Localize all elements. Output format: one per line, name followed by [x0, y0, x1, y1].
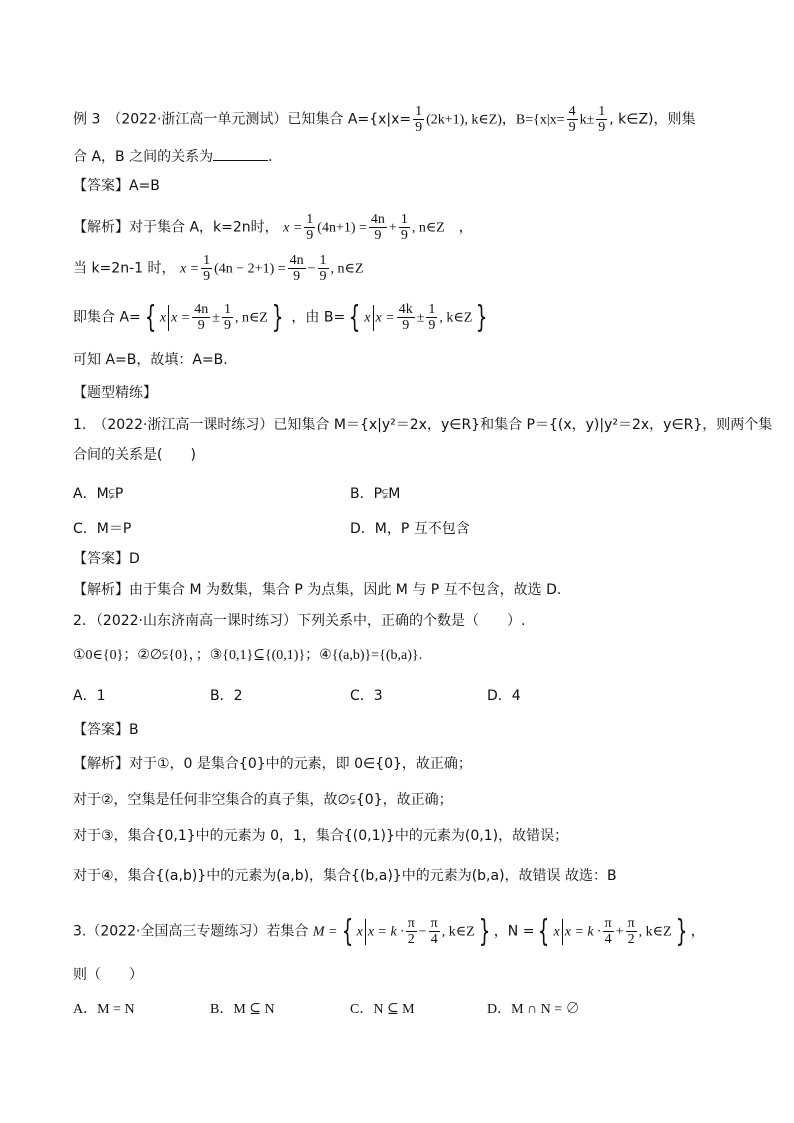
q3-option-c[interactable]: C．N ⊆ M	[350, 1002, 415, 1017]
q3-stem1: 3.（2022·全国高三专题练习）若集合 M = { x x = k · $\frac{\pi}{2}$ − $\frac{\pi}{4}$ , k∈Z } ，N = { x x = k · $\frac{\pi}{4}$ + $\frac{\pi}{2}$ , k∈Z } ，	[73, 913, 705, 949]
ex3-expr-a: (2k+1), k∈Z)，B={x|x=	[426, 112, 565, 128]
ex3-expr-b1: k±	[579, 112, 595, 128]
section-title: 【题型精练】	[73, 385, 157, 401]
q3-m-expr1: x = k ·	[367, 924, 404, 940]
ex3-prefix: 例 3 （2022·浙江高一单元测试）已知集合 A={x|x=	[73, 111, 412, 128]
answer-blank	[213, 146, 268, 161]
q2-option-d[interactable]: D．4	[487, 688, 521, 704]
frac-1-9: $\frac{1}{9}$	[415, 104, 423, 135]
q3-stem2: 则（ ）	[73, 967, 143, 983]
q2-jiexi-4: 对于④，集合{(a,b)}中的元素为(a,b)，集合{(b,a)}中的元素为(b,a)，故错误 故选：B	[73, 868, 617, 884]
ji-mid-text: ，由 B=	[291, 309, 346, 326]
ex3-answer: 【答案】A=B	[73, 178, 160, 194]
ex3-conclusion: 可知 A=B，故填：A=B.	[73, 352, 228, 368]
q2-answer: 【答案】B	[73, 722, 139, 738]
q1-stem1: 1. （2022·浙江高一课时练习）已知集合 M＝{x|y²＝2x，y∈R}和集合 P＝{(x，y)|y²＝2x，y∈R}，则两个集	[73, 417, 773, 433]
frac-b2: $\frac{4n}{9}$	[289, 253, 304, 284]
frac-a3: $\frac{1}{9}$	[400, 212, 408, 243]
ex3-expr-b2: , k∈Z)，则集	[609, 111, 696, 128]
q3-option-d[interactable]: D．M ∩ N = ∅	[487, 1002, 580, 1017]
frac-1-9b: $\frac{1}{9}$	[598, 104, 606, 135]
ex3-line2	[73, 146, 754, 167]
jiexi-a-x: x =	[283, 220, 303, 236]
q1-option-a[interactable]: A．M⫋P	[73, 486, 124, 502]
q2-option-c[interactable]: C．3	[350, 688, 383, 704]
q3-option-b[interactable]: B．M ⊆ N	[210, 1002, 275, 1017]
frac-4-9: $\frac{4}{9}$	[568, 104, 576, 135]
ex3-jiexi-a: 【解析】对于集合 A，k=2n时， x = $\frac{1}{9}$ (4n+1) = $\frac{4n}{9}$ + $\frac{1}{9}$ , n∈Z ，	[73, 212, 473, 243]
q2-jiexi-3: 对于③，集合{0,1}中的元素为 0，1，集合{(0,1)}中的元素为(0,1)，故错误；	[73, 828, 569, 844]
frac-a1: $\frac{1}{9}$	[306, 212, 314, 243]
q1-answer: 【答案】D	[73, 551, 140, 567]
q1-option-b[interactable]: B．P⫋M	[350, 486, 401, 502]
q3-n-expr1: x = k ·	[564, 924, 601, 940]
ex3-line2-text: 合 A，B 之间的关系为	[73, 149, 214, 165]
q2-option-a[interactable]: A．1	[73, 688, 106, 704]
ex3-ji: 即集合 A= { x x = $\frac{4n}{9}$ ± $\frac{1}{9}$ , n∈Z } ，由 B= { x x = $\frac{4k}{9}$ ± $\frac{1}{9}$ , k∈Z }	[73, 299, 488, 335]
q1-stem2: 合间的关系是( )	[73, 447, 196, 463]
frac-a2: $\frac{4n}{9}$	[370, 212, 385, 243]
jiexi-a-text: 【解析】对于集合 A，k=2n时，	[73, 219, 279, 236]
q1-option-d[interactable]: D．M，P 互不包含	[350, 521, 470, 537]
ex3-line2-end: ．	[268, 149, 283, 165]
q2-items: ①0∈{0}；②∅⫋{0}，；③{0,1}⊆{(0,1)}；④{(a,b)}={(b,a)}.	[73, 648, 423, 663]
q3-option-a[interactable]: A．M = N	[73, 1002, 135, 1017]
q2-option-b[interactable]: B．2	[210, 688, 243, 704]
ji-a-text: 即集合 A=	[73, 309, 141, 326]
q3-m-label: M =	[312, 924, 338, 940]
q3-m-expr2: , k∈Z	[441, 924, 475, 940]
q3-end: ，	[690, 923, 705, 940]
jiexi-a-mid: (4n+1) =	[317, 220, 367, 236]
jiexi-b-text: 当 k=2n-1 时，	[73, 260, 176, 277]
q3-prefix: 3.（2022·全国高三专题练习）若集合	[73, 923, 309, 940]
frac-b3: $\frac{1}{9}$	[319, 253, 327, 284]
q3-n-label: ，N =	[493, 923, 535, 940]
q2-jiexi-1: 【解析】对于①，0 是集合{0}中的元素，即 0∈{0}，故正确；	[73, 756, 472, 772]
jiexi-a-end: , n∈Z ，	[411, 220, 473, 236]
frac-b1: $\frac{1}{9}$	[203, 253, 211, 284]
ex3-line1	[73, 104, 754, 135]
q3-n-expr2: , k∈Z	[638, 924, 672, 940]
jiexi-b-mid: (4n − 2+1) =	[214, 261, 286, 277]
ex3-jiexi-b: 当 k=2n-1 时， x = $\frac{1}{9}$ (4n − 2+1) = $\frac{4n}{9}$ − $\frac{1}{9}$ , n∈Z	[73, 253, 364, 284]
q2-stem: 2．（2022·山东济南高一课时练习）下列关系中，正确的个数是（ ）.	[73, 613, 526, 629]
q1-option-c[interactable]: C．M＝P	[73, 521, 132, 537]
q2-jiexi-2: 对于②，空集是任何非空集合的真子集，故∅⫋{0}，故正确；	[73, 792, 453, 808]
q1-jiexi: 【解析】由于集合 M 为数集，集合 P 为点集，因此 M 与 P 互不包含，故选 D.	[73, 582, 562, 598]
jiexi-b-end: , n∈Z	[330, 261, 364, 277]
